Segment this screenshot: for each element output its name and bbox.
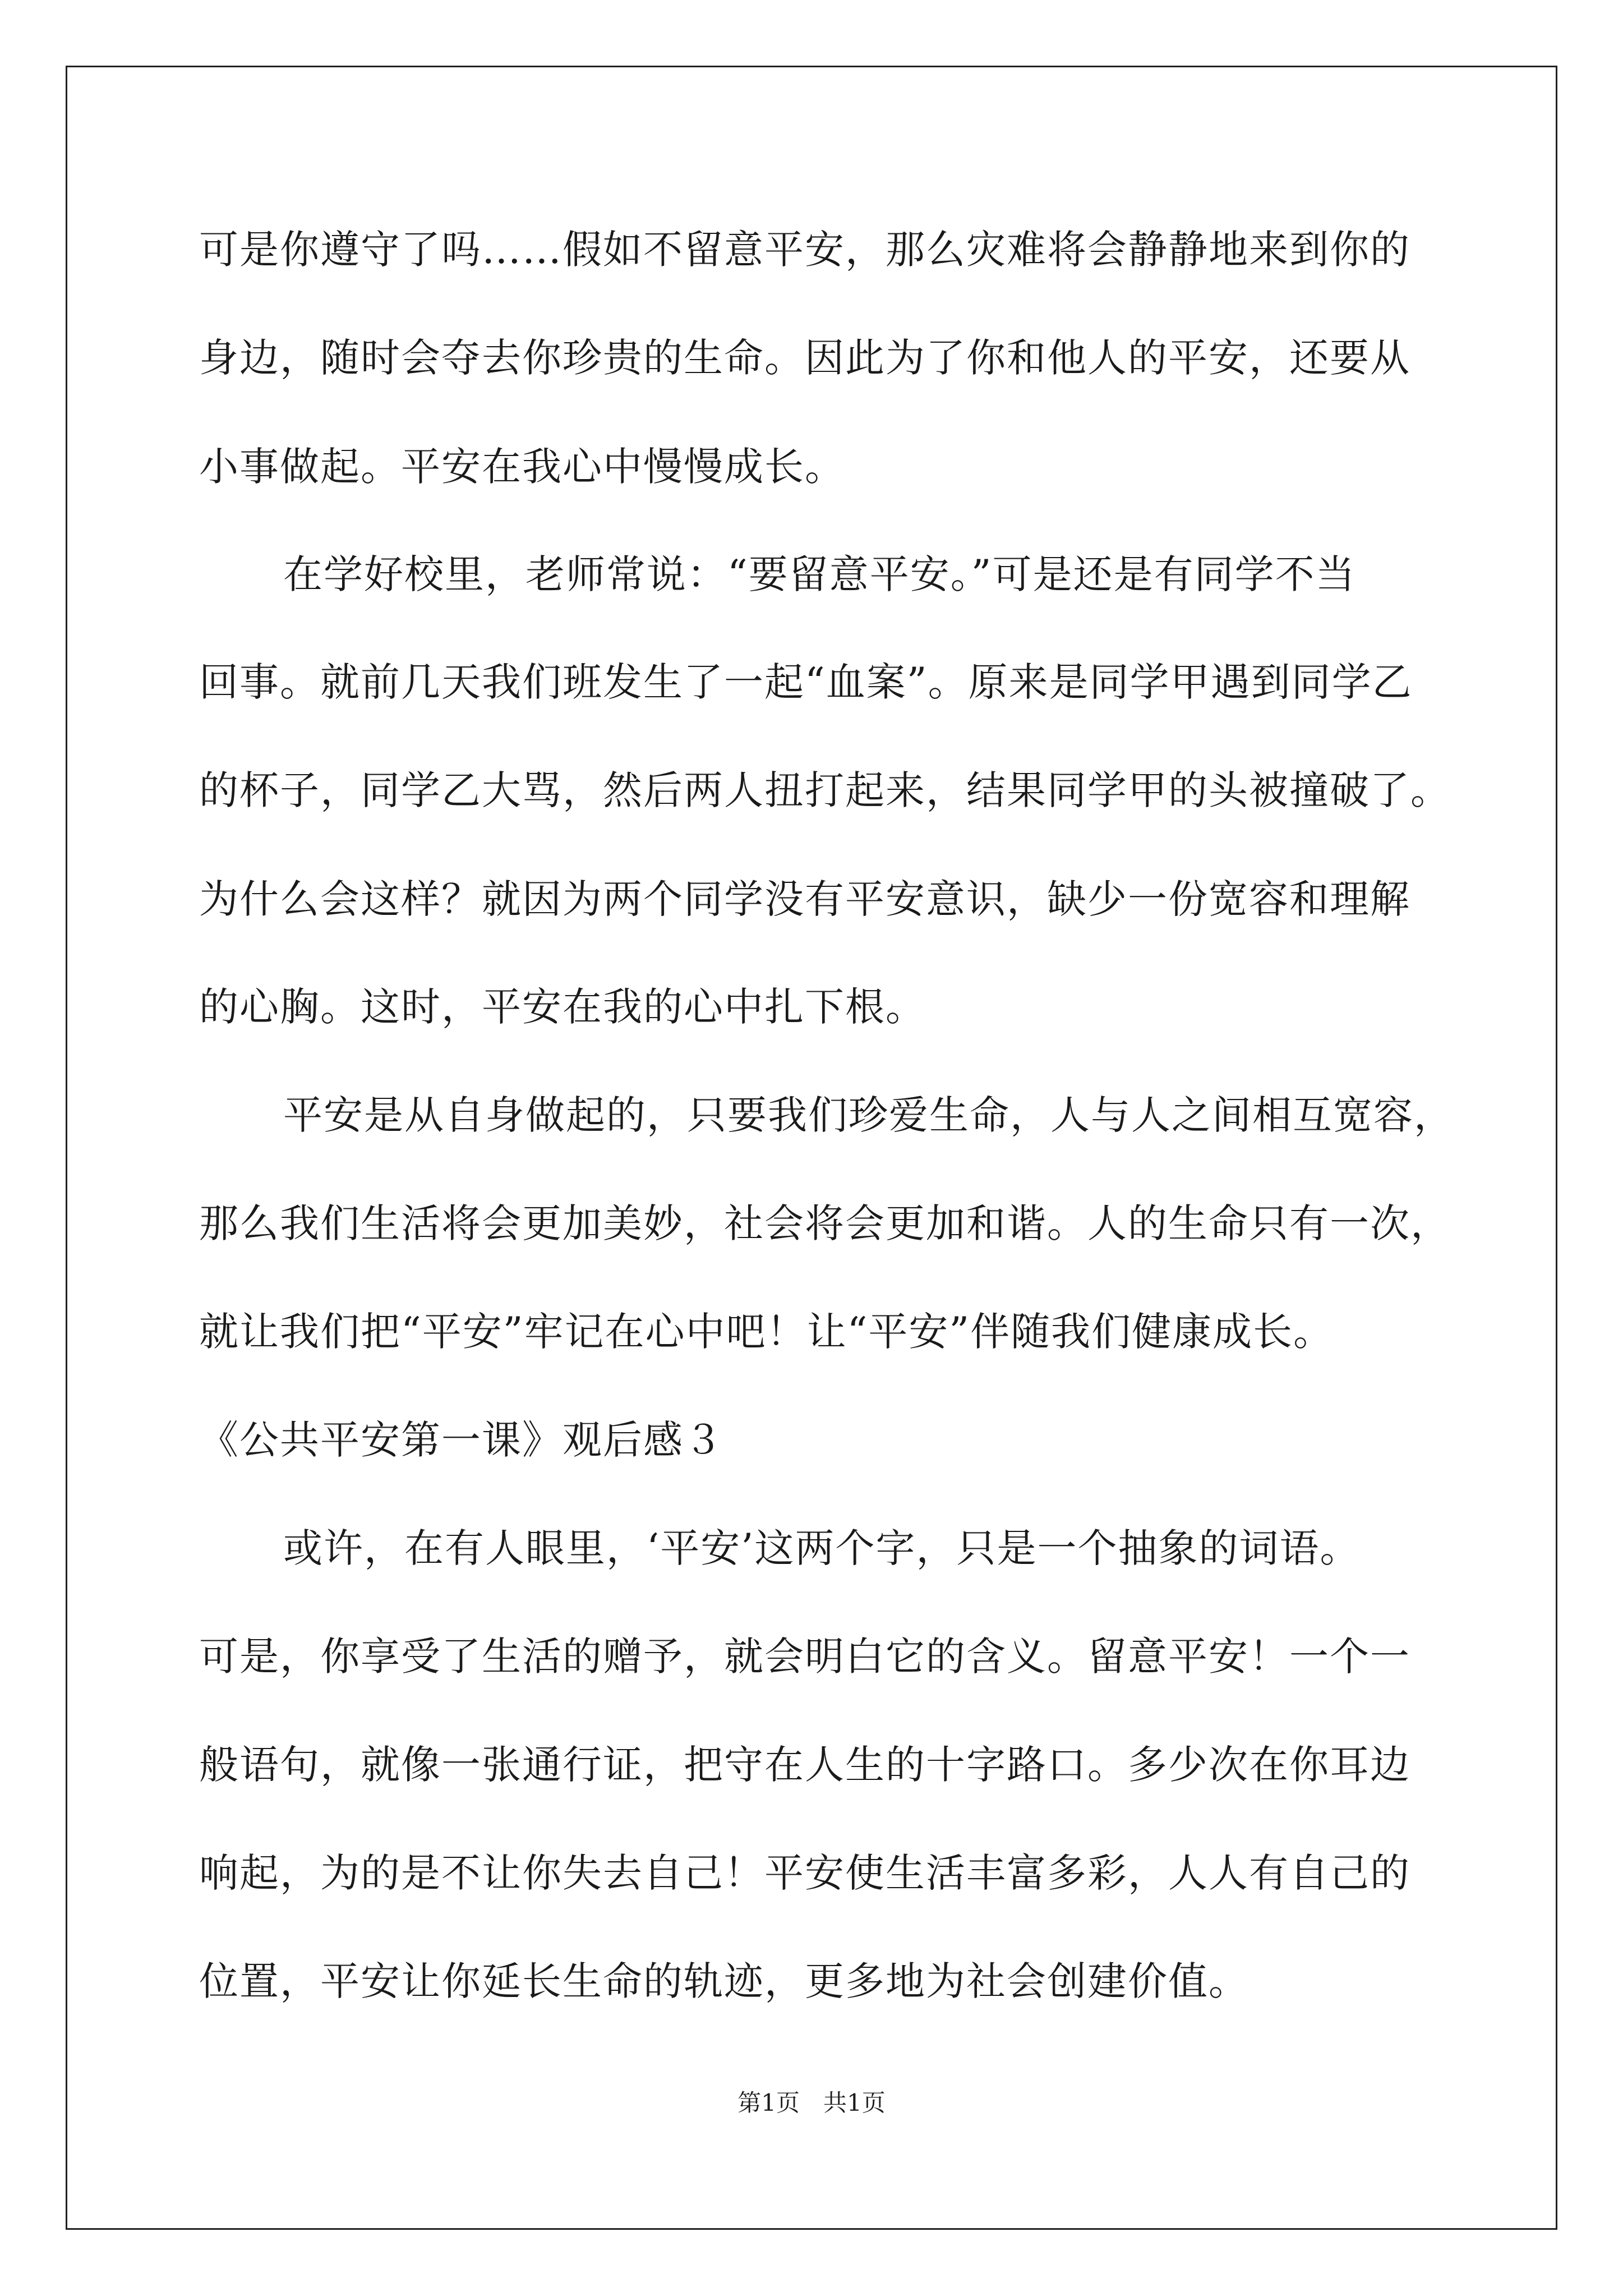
- text-line: 响起，为的是不让你失去自己！平安使生活丰富多彩，人人有自己的: [199, 1850, 1410, 1896]
- page-border: [66, 66, 1557, 2230]
- text-line: 小事做起。平安在我心中慢慢成长。: [199, 444, 845, 490]
- text-line: 那么我们生活将会更加美妙，社会将会更加和谐。人的生命只有一次，: [199, 1200, 1451, 1246]
- text-line: 为什么会这样？就因为两个同学没有平安意识，缺少一份宽容和理解: [199, 876, 1410, 922]
- paragraph-start-line: 在学好校里，老师常说：“要留意平安。”可是还是有同学不当: [283, 551, 1356, 597]
- paragraph-start-line: 平安是从自身做起的，只要我们珍爱生命，人与人之间相互宽容，: [283, 1092, 1454, 1138]
- section-heading: 《公共平安第一课》观后感３: [199, 1417, 724, 1463]
- page-number: 第1页 共1页: [737, 2089, 886, 2116]
- text-line: 就让我们把“平安”牢记在心中吧！让“平安”伴随我们健康成长。: [199, 1309, 1334, 1355]
- text-line: 位置，平安让你延长生命的轨迹，更多地为社会创建价值。: [199, 1958, 1249, 2004]
- text-line: 可是，你享受了生活的赠予，就会明白它的含义。留意平安！一个一: [199, 1634, 1410, 1680]
- text-line: 回事。就前几天我们班发生了一起“血案”。原来是同学甲遇到同学乙: [199, 659, 1413, 705]
- text-line: 身边，随时会夺去你珍贵的生命。因此为了你和他人的平安，还要从: [199, 335, 1410, 381]
- text-line: 的杯子，同学乙大骂，然后两人扭打起来，结果同学甲的头被撞破了。: [199, 767, 1451, 813]
- text-line: 的心胸。这时，平安在我的心中扎下根。: [199, 984, 926, 1030]
- text-line: 般语句，就像一张通行证，把守在人生的十字路口。多少次在你耳边: [199, 1742, 1410, 1788]
- paragraph-start-line: 或许，在有人眼里，‘平安’这两个字，只是一个抽象的词语。: [283, 1525, 1361, 1571]
- text-line: 可是你遵守了吗……假如不留意平安，那么灾难将会静静地来到你的: [199, 227, 1410, 273]
